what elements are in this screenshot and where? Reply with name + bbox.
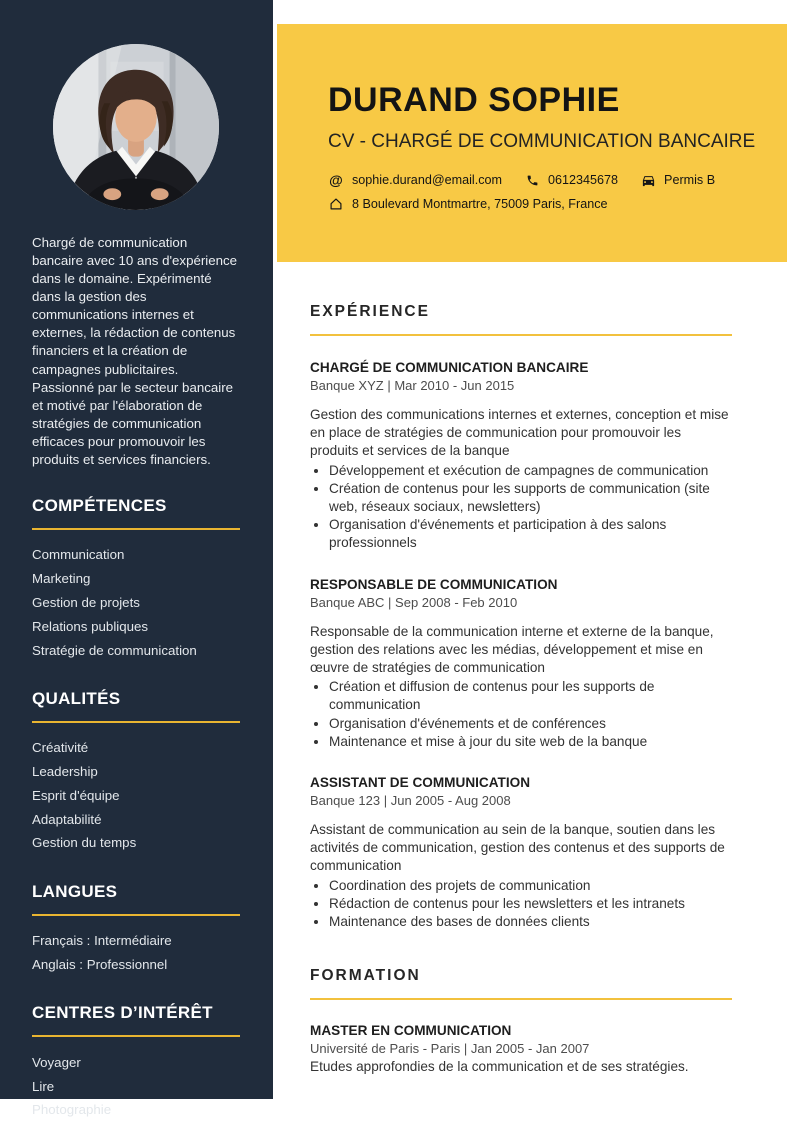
job-title: ASSISTANT DE COMMUNICATION	[310, 775, 531, 791]
at-icon: @	[329, 172, 343, 188]
degree-meta: Université de Paris - Paris | Jan 2005 - Jan 2007	[310, 1041, 590, 1057]
main-content	[310, 303, 732, 1076]
gold-divider	[32, 528, 240, 530]
job-description: Assistant de communication au sein de la banque, soutien dans les activités de communication, gestion des contenus et des supports de communication	[310, 822, 725, 874]
list-item: Marketing	[32, 571, 91, 587]
job-bullet: • Coordination des projets de communication	[329, 877, 732, 895]
job-entry	[310, 577, 732, 751]
job-bullets	[310, 877, 732, 932]
job-bullet: • Organisation d'événements et participation à des salons professionnels	[329, 516, 732, 552]
list-item: Stratégie de communication	[32, 642, 197, 658]
job-bullet: • Développement et exécution de campagnes de communication	[329, 462, 732, 480]
contact-phone	[524, 172, 618, 188]
job-description: Gestion des communications internes et externes, conception et mise en place de stratégies de communication pour promouvoir les produits et services de la banque	[310, 407, 729, 459]
sidebar	[0, 0, 273, 1118]
contact-address	[328, 196, 608, 212]
sidebar-section	[32, 689, 240, 855]
license-text: Permis B	[664, 173, 716, 187]
degree-entry	[310, 1023, 732, 1076]
sidebar-section-title: CENTRES D’INTÉRÊT	[32, 1003, 213, 1023]
sidebar-section	[32, 1003, 240, 1121]
sidebar-section-list	[32, 1050, 240, 1121]
address-text: 8 Boulevard Montmartre, 75009 Paris, France	[352, 197, 608, 211]
job-bullets	[310, 462, 732, 553]
list-item: Anglais : Professionnel	[32, 957, 168, 972]
contact-row-1	[328, 172, 759, 188]
list-item: Adaptabilité	[32, 811, 102, 827]
list-item: Relations publiques	[32, 618, 149, 634]
list-item: Photographie	[32, 1102, 112, 1118]
job-meta: Banque 123 | Jun 2005 - Aug 2008	[310, 793, 511, 809]
car-icon	[640, 172, 656, 188]
sidebar-section-list	[32, 543, 240, 662]
cv-title: CV - CHARGÉ DE COMMUNICATION BANCAIRE	[328, 131, 756, 152]
email-text: sophie.durand@email.com	[352, 173, 502, 187]
profile-photo	[53, 44, 219, 210]
job-entry	[310, 360, 732, 553]
header-banner	[277, 24, 787, 262]
contact-email	[328, 172, 502, 188]
job-meta: Banque XYZ | Mar 2010 - Jun 2015	[310, 378, 515, 393]
list-item: Lire	[32, 1078, 55, 1094]
phone-text: 0612345678	[548, 173, 619, 187]
list-item: Français : Intermédiaire	[32, 933, 172, 949]
portrait-illustration	[53, 44, 219, 210]
experience-section	[310, 303, 732, 931]
job-bullet: • Maintenance des bases de données clients	[329, 913, 732, 931]
degree-description: Etudes approfondies de la communication et de ses stratégies.	[310, 1059, 689, 1075]
sidebar-section	[32, 882, 240, 977]
phone-icon	[524, 172, 540, 188]
degree-list	[310, 1023, 732, 1076]
job-title: CHARGÉ DE COMMUNICATION BANCAIRE	[310, 360, 589, 375]
sidebar-section-list	[32, 929, 240, 977]
job-bullet: • Maintenance et mise à jour du site web de la banque	[329, 733, 732, 751]
home-icon	[328, 196, 344, 212]
list-item: Gestion du temps	[32, 835, 137, 851]
job-list	[310, 360, 732, 931]
job-bullets	[310, 678, 732, 751]
job-bullet: • Création de contenus pour les supports de communication (site web, réseaux sociaux, newsletters)	[329, 480, 732, 516]
sidebar-sections	[32, 496, 240, 1122]
list-item: Créativité	[32, 740, 89, 756]
sidebar-section-title: COMPÉTENCES	[32, 496, 167, 516]
job-description: Responsable de la communication interne et externe de la banque, gestion des relations avec les médias, développement et mise en œuvre de stratégies de communication	[310, 623, 714, 676]
contact-info	[328, 172, 759, 212]
job-title: RESPONSABLE DE COMMUNICATION	[310, 576, 558, 592]
gold-divider	[32, 721, 240, 723]
contact-row-2	[328, 196, 759, 212]
list-item: Esprit d'équipe	[32, 787, 120, 803]
gold-divider	[32, 1035, 240, 1037]
degree-title: MASTER EN COMMUNICATION	[310, 1023, 512, 1039]
profile-summary: Chargé de communication bancaire avec 10 ans d'expérience dans le domaine. Expérimenté dans la gestion des communications internes et externes, la rédaction de contenus financiers et la création de campagnes publicitaires. Passionné par le secteur bancaire et motivé par l'élaboration de stratégies de communication efficaces pour promouvoir les produits et services financiers.	[32, 235, 238, 467]
gold-divider	[32, 914, 240, 916]
sidebar-section-list	[32, 736, 240, 855]
formation-section	[310, 967, 732, 1076]
sidebar-section-title: QUALITÉS	[32, 688, 121, 708]
contact-license	[640, 172, 715, 188]
list-item: Communication	[32, 547, 125, 563]
job-bullet: • Organisation d'événements et de conférences	[329, 715, 732, 733]
job-bullet: • Création et diffusion de contenus pour les supports de communication	[329, 678, 732, 714]
job-bullet: • Rédaction de contenus pour les newsletters et les intranets	[329, 895, 732, 913]
gold-divider	[310, 334, 732, 336]
list-item: Gestion de projets	[32, 594, 140, 610]
list-item: Voyager	[32, 1054, 81, 1070]
job-entry	[310, 775, 732, 931]
job-meta: Banque ABC | Sep 2008 - Feb 2010	[310, 594, 518, 610]
experience-heading: EXPÉRIENCE	[310, 303, 430, 320]
sidebar-section	[32, 496, 240, 662]
gold-divider	[310, 998, 732, 1000]
list-item: Leadership	[32, 764, 98, 780]
formation-heading: FORMATION	[310, 967, 421, 985]
candidate-name: DURAND SOPHIE	[328, 81, 620, 119]
sidebar-section-title: LANGUES	[32, 881, 118, 901]
